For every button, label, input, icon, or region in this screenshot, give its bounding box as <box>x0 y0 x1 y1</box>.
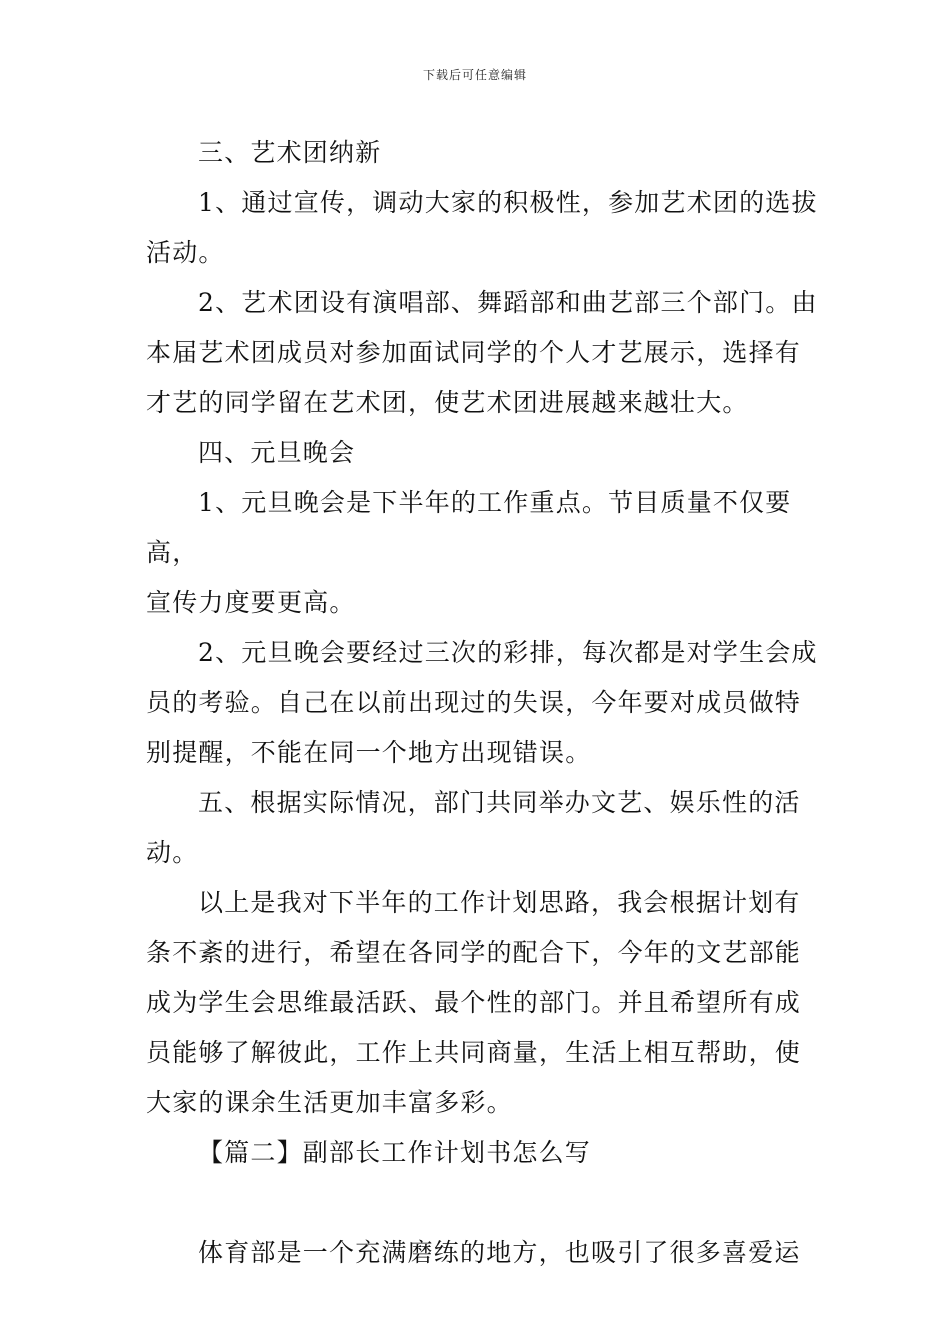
paragraph: 2、艺术团设有演唱部、舞蹈部和曲艺部三个部门。由 本届艺术团成员对参加面试同学的个人才艺展示，选择有 才艺的同学留在艺术团，使艺术团进展越来越壮大。 <box>146 288 818 417</box>
paragraph: 体育部是一个充满磨练的地方，也吸引了很多喜爱运 <box>198 1238 801 1267</box>
section-heading-new-year-gala: 四、元旦晚会 <box>198 438 356 467</box>
header-note: 下载后可任意编辑 <box>422 68 527 82</box>
paragraph: 2、元旦晚会要经过三次的彩排，每次都是对学生会成 员的考验。自己在以前出现过的失误，今年要对成员做特 别提醒，不能在同一个地方出现错误。 <box>146 638 818 767</box>
document-body <box>146 128 836 1278</box>
section-heading-activities: 五、根据实际情况，部门共同举办文艺、娱乐性的活 动。 <box>146 788 801 867</box>
paragraph: 1、元旦晚会是下半年的工作重点。节目质量不仅要高， 宣传力度要更高。 <box>146 488 792 617</box>
section-heading-art-troupe: 三、艺术团纳新 <box>198 138 382 167</box>
paragraph-summary: 以上是我对下半年的工作计划思路，我会根据计划有 条不紊的进行，希望在各同学的配合下，今年的文艺部能 成为学生会思维最活跃、最个性的部门。并且希望所有成 员能够了解彼此，工作上共同商量，生活上相互帮助，使 大家的课余生活更加丰富多彩。 <box>146 888 802 1117</box>
article-heading-part-two: 【篇二】副部长工作计划书怎么写 <box>198 1138 592 1167</box>
paragraph: 1、通过宣传，调动大家的积极性，参加艺术团的选拔 活动。 <box>146 188 818 267</box>
